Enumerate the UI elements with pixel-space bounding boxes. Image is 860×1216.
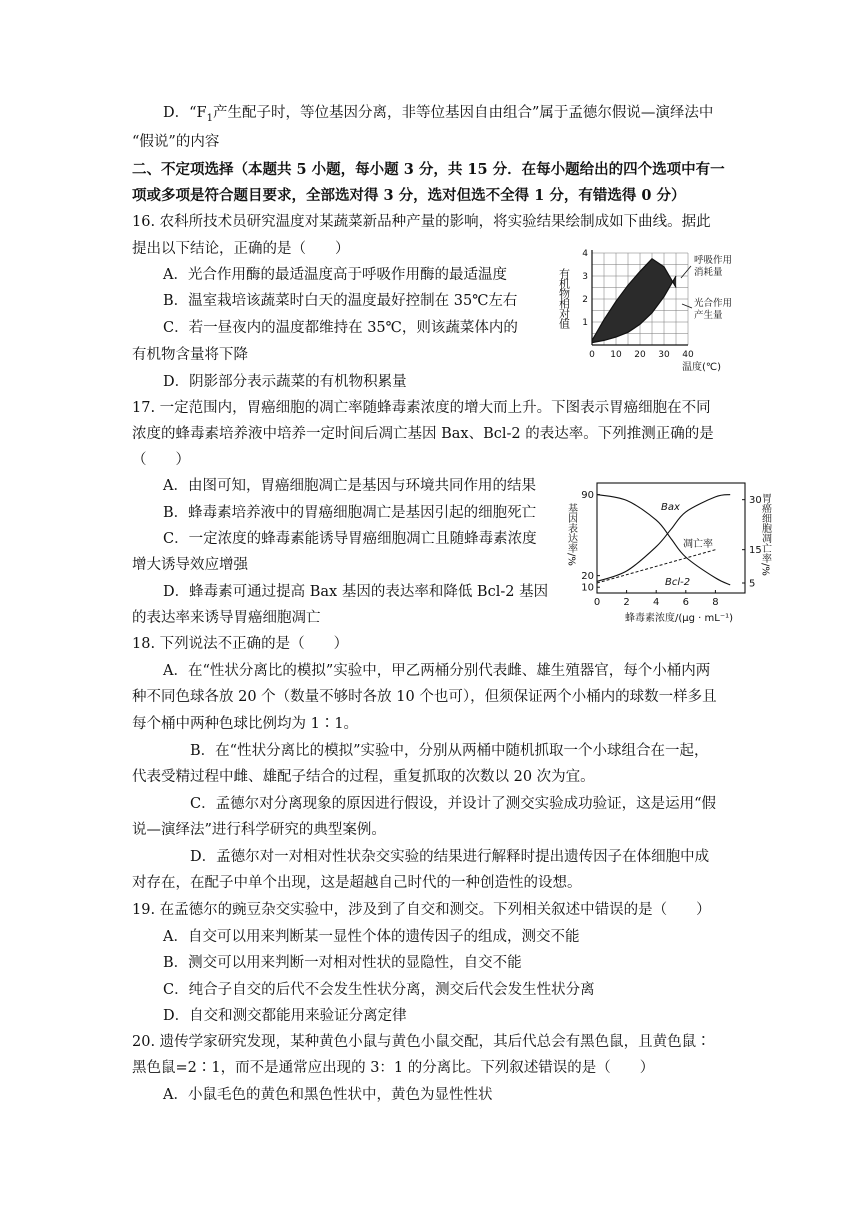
q16-option-b: B．温室栽培该蔬菜时白天的温度最好控制在 35℃左右 [163,293,518,309]
x-tick-label: 0 [589,350,595,360]
q18-option-d: D．孟德尔对一对相对性状杂交实验的结果进行解释时提出遗传因子在体细胞中成 [190,849,710,865]
x-tick-label: 8 [712,597,719,608]
q16-option-a: A．光合作用酶的最适温度高于呼吸作用酶的最适温度 [163,267,507,283]
q15-option-d-cont: “假说”的内容 [132,134,220,150]
q18-option-d-cont: 对存在，在配子中单个出现，这是超越自己时代的一种创造性的设想。 [132,875,582,891]
q15-d-text1: D．“F [163,105,207,121]
section-heading-line1: 二、不定项选择（本题共 5 小题，每小题 3 分，共 15 分．在每小题给出的四个选项中有一 [132,161,725,178]
legend-photosynthesis-l1: 光合作用 [694,298,733,309]
q16-stem-1: 16. 农科所技术员研究温度对某蔬菜新品种产量的影响，将实验结果绘制成如下曲线。据此 [132,214,711,230]
series-label-bax: Bax [661,502,680,513]
x-axis-label: 蜂毒素浓度/(μg · mL⁻¹) [625,613,734,624]
legend-respiration-l2: 消耗量 [694,267,723,278]
q15-d-sub: 1 [206,112,213,124]
y-tick-label: 2 [582,295,588,305]
q18-option-b-cont: 代表受精过程中雌、雄配子结合的过程，重复抓取的次数以 20 次为宜。 [132,769,595,785]
q19-option-a: A．自交可以用来判断某一显性个体的遗传因子的组成，测交不能 [163,929,580,945]
x-tick-label: 30 [658,350,670,360]
q17-option-d: D．蜂毒素可通过提高 Bax 基因的表达率和降低 Bcl-2 基因 [163,584,549,600]
q17-option-a: A．由图可知，胃癌细胞凋亡是基因与环境共同作用的结果 [163,478,536,494]
q18-option-a-cont1: 种不同色球各放 20 个（数量不够时各放 10 个也可），但须保证两个小桶内的球数一样多且 [132,689,717,705]
q18-stem: 18. 下列说法不正确的是（ ） [132,636,349,652]
y-right-tick-label: 5 [749,578,756,590]
q19-option-b: B．测交可以用来判断一对相对性状的显隐性，自交不能 [163,955,522,971]
x-tick-label: 10 [610,350,622,360]
q18-option-a-cont2: 每个桶中两种色球比例均为 1∶1。 [132,716,359,732]
q15-d-text2: 产生配子时，等位基因分离，非等位基因自由组合”属于孟德尔假说—演绎法中 [212,105,714,121]
q16-option-c-cont: 有机物含量将下降 [132,347,248,363]
series-label-apoptosis: 凋亡率 [683,539,713,550]
q15-option-d [163,103,713,129]
shaded-area [592,259,676,343]
q17-option-b: B．蜂毒素培养液中的胃癌细胞凋亡是基因引起的细胞死亡 [163,505,537,521]
q16-option-d: D．阴影部分表示蔬菜的有机物积累量 [163,374,407,390]
q18-option-a: A．在“性状分离比的模拟”实验中，甲乙两桶分别代表雌、雄生殖器官，每个小桶内两 [163,663,711,679]
q17-option-c-cont: 增大诱导效应增强 [132,557,248,573]
legend-photosynthesis-l2: 产生量 [694,310,723,321]
q16-option-c: C．若一昼夜内的温度都维持在 35℃，则该蔬菜体内的 [163,320,518,336]
q17-stem-3: （ ） [132,452,190,468]
y-axis-label: 有机物相对值 [557,268,571,328]
x-tick-label: 2 [623,597,630,608]
y-tick-label: 3 [582,272,588,282]
y-right-tick-label: 30 [749,495,762,507]
y-right-tick-label: 15 [749,545,762,557]
y-tick-label: 4 [582,249,588,259]
q19-option-c: C．纯合子自交的后代不会发生性状分离，测交后代会发生性状分离 [163,982,595,998]
q17-stem-1: 17. 一定范围内，胃癌细胞的凋亡率随蜂毒素浓度的增大而上升。下图表示胃癌细胞在不同 [132,400,711,416]
q20-stem-1: 20. 遗传学家研究发现，某种黄色小鼠与黄色小鼠交配，其后代总会有黑色鼠，且黄色鼠∶ [132,1034,711,1050]
q19-stem: 19. 在孟德尔的豌豆杂交实验中，涉及到了自交和测交。下列相关叙述中错误的是（ ） [132,902,711,918]
y-left-tick-label: 20 [581,571,594,583]
q18-option-c-cont: 说—演绎法”进行科学研究的典型案例。 [132,822,386,838]
q16-stem-2: 提出以下结论，正确的是（ ） [132,241,350,257]
temperature-chart [557,238,740,378]
q17-stem-2: 浓度的蜂毒素培养液中培养一定时间后凋亡基因 Bax、Bcl-2 的表达率。下列推测正确的是 [132,426,714,442]
q17-option-d-cont: 的表达率来诱导胃癌细胞凋亡 [132,610,321,626]
melittin-chart [565,475,780,627]
y-left-tick-label: 10 [581,582,594,594]
q20-option-a: A．小鼠毛色的黄色和黑色性状中，黄色为显性性状 [163,1087,493,1103]
y-tick-label: 1 [582,318,588,328]
y-left-tick-label: 90 [581,490,594,502]
x-tick-label: 0 [593,597,601,608]
q18-option-b: B．在“性状分离比的模拟”实验中，分别从两桶中随机抓取一个小球组合在一起， [190,743,709,759]
q19-option-d: D．自交和测交都能用来验证分离定律 [163,1008,407,1024]
q20-stem-2: 黑色鼠=2∶1，而不是通常应出现的 3：1 的分离比。下列叙述错误的是（ ） [132,1060,655,1076]
legend-respiration-l1: 呼吸作用 [694,255,733,266]
x-tick-label: 6 [682,597,689,608]
series-label-bcl2: Bcl-2 [665,577,691,588]
x-axis-label: 温度(℃) [682,362,722,373]
x-tick-label: 40 [682,350,694,360]
q17-option-c: C．一定浓度的蜂毒素能诱导胃癌细胞凋亡且随蜂毒素浓度 [163,531,537,547]
legend-leader-2 [682,304,692,308]
section-heading-line2: 项或多项是符合题目要求，全部选对得 3 分，选对但选不全得 1 分，有错选得 0 分） [132,187,686,204]
x-tick-label: 4 [653,597,660,608]
q18-option-c: C．孟德尔对分离现象的原因进行假设，并设计了测交实验成功验证，这是运用“假 [190,796,717,812]
right-axis-label: 胃癌细胞凋亡率/% [759,493,771,576]
x-tick-label: 20 [634,350,646,360]
left-axis-label: 基因表达率/% [565,503,577,566]
